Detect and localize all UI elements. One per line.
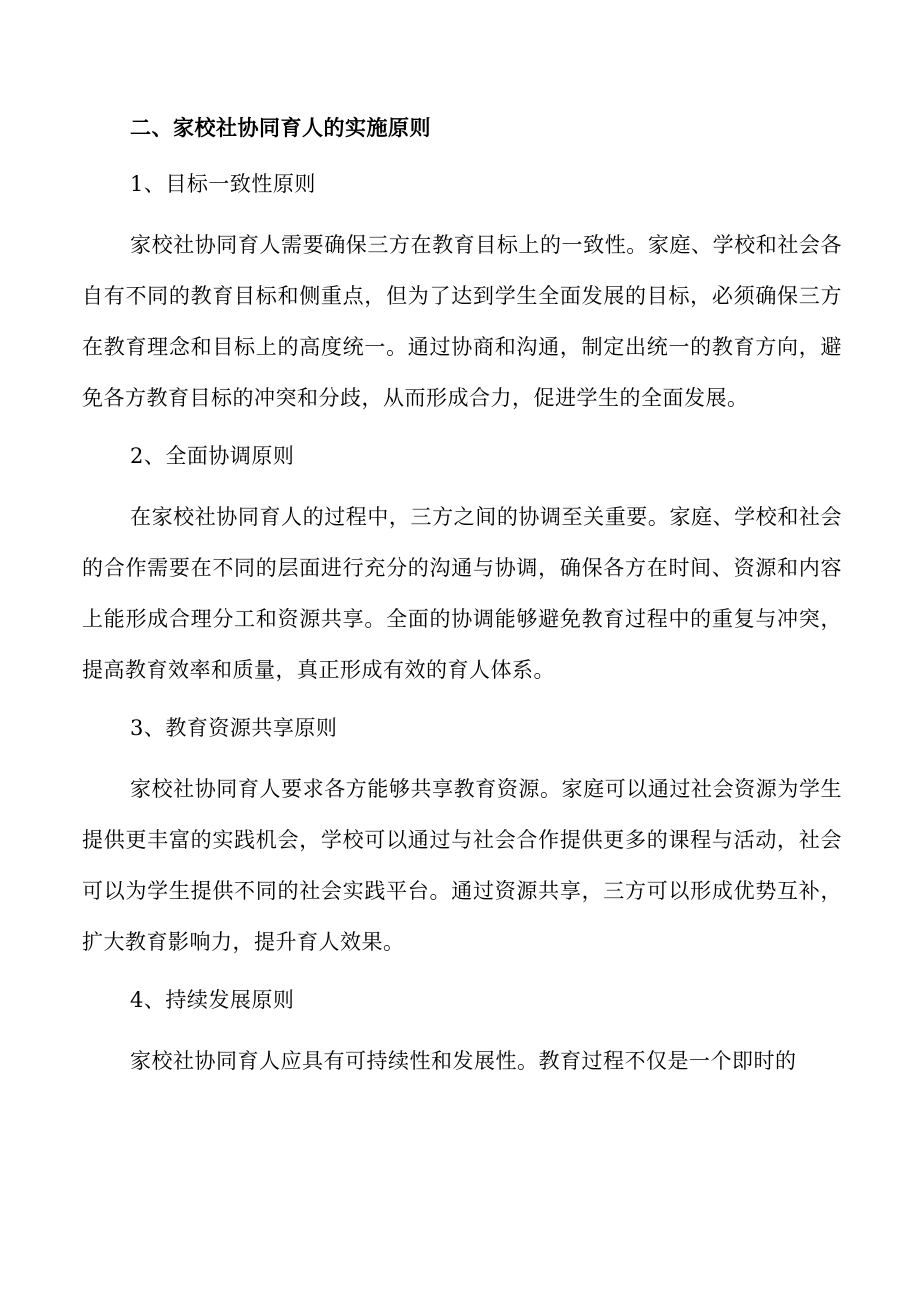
- section-title: 二、家校社协同育人的实施原则: [130, 115, 431, 140]
- principle-paragraph-4: 家校社协同育人应具有可持续性和发展性。教育过程不仅是一个即时的: [130, 1049, 797, 1073]
- document-body: [82, 108, 842, 1099]
- principle-paragraph-1: 家校社协同育人需要确保三方在教育目标上的一致性。家庭、学校和社会各自有不同的教育目标和侧重点，但为了达到学生全面发展的目标，必须确保三方在教育理念和目标上的高度统一。通过协商和沟通，制定出统一的教育方向，避免各方教育目标的冲突和分歧，从而形成合力，促进学生的全面发展。: [82, 233, 842, 410]
- principle-paragraph-2: 在家校社协同育人的过程中，三方之间的协调至关重要。家庭、学校和社会的合作需要在不同的层面进行充分的沟通与协调，确保各方在时间、资源和内容上能形成合理分工和资源共享。全面的协调能够避免教育过程中的重复与冲突，提高教育效率和质量，真正形成有效的育人体系。: [82, 505, 842, 682]
- principle-heading-4: 4、持续发展原则: [130, 988, 295, 1012]
- principle-heading-2: 2、全面协调原则: [130, 444, 295, 468]
- principle-heading-1: 1、目标一致性原则: [130, 172, 316, 196]
- principle-heading-3: 3、教育资源共享原则: [130, 716, 338, 740]
- principle-paragraph-3: 家校社协同育人要求各方能够共享教育资源。家庭可以通过社会资源为学生提供更丰富的实践机会，学校可以通过与社会合作提供更多的课程与活动，社会可以为学生提供不同的社会实践平台。通过资源共享，三方可以形成优势互补，扩大教育影响力，提升育人效果。: [82, 777, 842, 954]
